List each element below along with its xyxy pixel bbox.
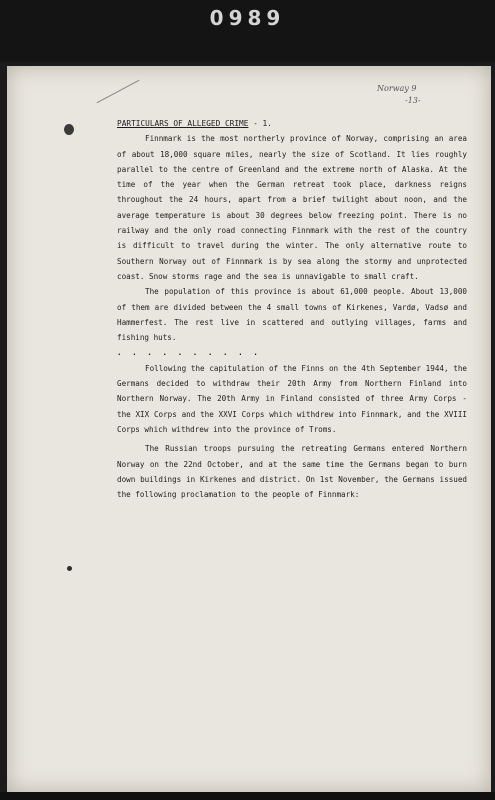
film-footer-band	[0, 792, 495, 800]
section-separator: . . . . . . . . . .	[117, 348, 261, 358]
heading-title: PARTICULARS OF ALLEGED CRIME	[117, 119, 249, 128]
film-header-band	[0, 0, 495, 62]
paragraph-capitulation: Following the capitulation of the Finns on the 4th September 1944, the Germans decided to withdraw their 20th Army from Northern Finland into Northern Norway. The 20th Army in Finland consisted of three Army Corps - the XIX Corps and the XXVI Corps which withdrew into Finnmark, and the XVIII Corps which withdrew into the province of Troms.	[117, 363, 467, 434]
paragraph-russian-advance: The Russian troops pursuing the retreating Germans entered Northern Norway on the 22nd October, and at the same time the Germans began to burn down buildings in Kirkenes and district. On 1st November, the Germans issued the following proclamation to the people of Finnmark:	[117, 444, 467, 500]
paragraph-geography: Finnmark is the most northerly province of Norway, comprising an area of about 18,000 square miles, nearly the size of Scotland. It lies roughly parallel to the centre of Greenland and the extreme north of Alaska. At the time of the year when the German retreat took place, darkness reigns throughout the 24 hours, apart from a brief twilight about noon, and the average temperature is about 30 degrees below freezing point. There is no railway and the only road connecting Finnmark with the rest of the country is difficult to travel during the winter. The only alternative route to Southern Norway out of Finnmark is by sea along the stormy and unprotected coast. Snow storms rage and the sea is unnavigable to small craft.	[117, 134, 467, 281]
punch-hole	[64, 124, 74, 135]
section-heading	[117, 116, 467, 131]
handwritten-reference: Norway 9	[377, 84, 417, 93]
margin-mark	[67, 566, 72, 571]
heading-number: - 1.	[248, 119, 272, 128]
pencil-stroke	[97, 80, 140, 103]
document-body	[117, 116, 467, 502]
frame-number: 0989	[209, 6, 286, 30]
document-page	[7, 66, 491, 792]
handwritten-number: -13-	[405, 96, 421, 105]
paragraph-population: The population of this province is about 61,000 people. About 13,000 of them are divided between the 4 small towns of Kirkenes, Vardø, Vadsø and Hammerfest. The rest live in scattered and outlying villages, farms and fishing huts.	[117, 287, 467, 343]
